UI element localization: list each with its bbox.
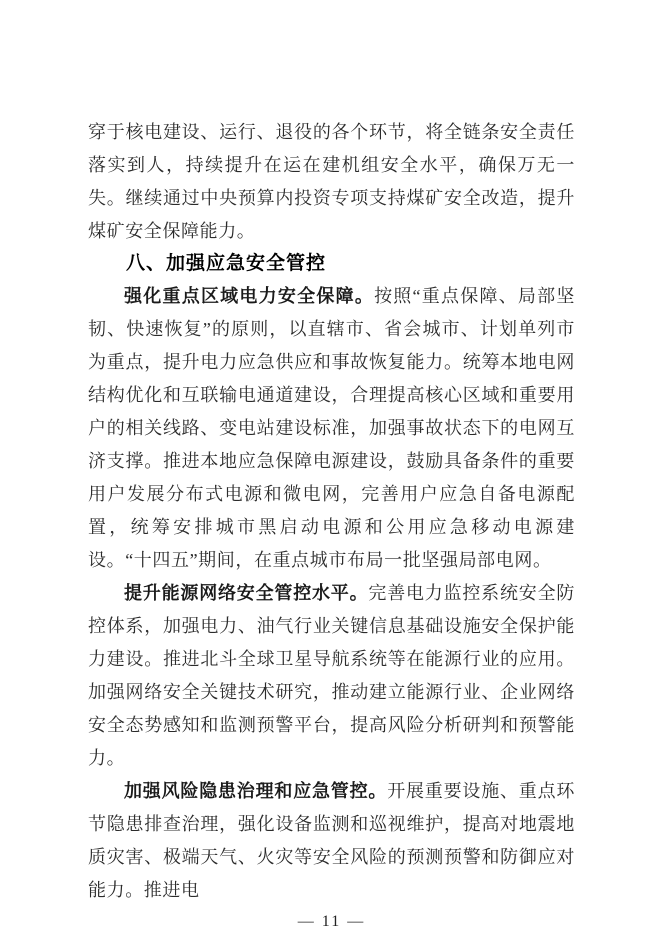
paragraph-text: 穿于核电建设、运行、退役的各个环节，将全链条安全责任落实到人，持续提升在运在建机组安全水平，确保万无一失。继续通过中央预算内投资专项支持煤矿安全改造，提升煤矿安全保障能力。 (88, 122, 575, 241)
paragraph (88, 775, 575, 907)
page-number: — 11 — (297, 913, 366, 930)
paragraph-continuation (88, 116, 575, 248)
paragraph-text: 按照“重点保障、局部坚韧、快速恢复”的原则，以直辖市、省会城市、计划单列市为重点，提升电力应急供应和事故恢复能力。统筹本地电网结构优化和互联输电通道建设，合理提高核心区域和重要用户的相关线路、变电站建设标准，加强事故状态下的电网互济支撑。推进本地应急保障电源建设，鼓励具备条件的重要用户发展分布式电源和微电网，完善用户应急自备电源配置，统筹安排城市黑启动电源和公用应急移动电源建设。“十四五”期间，在重点城市布局一批坚强局部电网。 (88, 286, 575, 570)
paragraph-lead: 提升能源网络安全管控水平。 (124, 583, 369, 603)
paragraph-text: 开展重要设施、重点环节隐患排查治理，强化设备监测和巡视维护，提高对地震地质灾害、极端天气、火灾等安全风险的预测预警和防御应对能力。推进电 (88, 781, 575, 900)
paragraph-lead: 强化重点区域电力安全保障。 (124, 286, 375, 306)
page-content (88, 116, 575, 933)
paragraph (88, 280, 575, 577)
paragraph (88, 577, 575, 775)
section-heading: 八、加强应急安全管控 (126, 253, 327, 274)
paragraph-text: 完善电力监控系统安全防控体系，加强电力、油气行业关键信息基础设施安全保护能力建设。推进北斗全球卫星导航系统等在能源行业的应用。加强网络安全关键技术研究，推动建立能源行业、企业网络安全态势感知和监测预警平台，提高风险分析研判和预警能力。 (88, 583, 575, 768)
paragraph-lead: 加强风险隐患治理和应急管控。 (124, 781, 388, 801)
